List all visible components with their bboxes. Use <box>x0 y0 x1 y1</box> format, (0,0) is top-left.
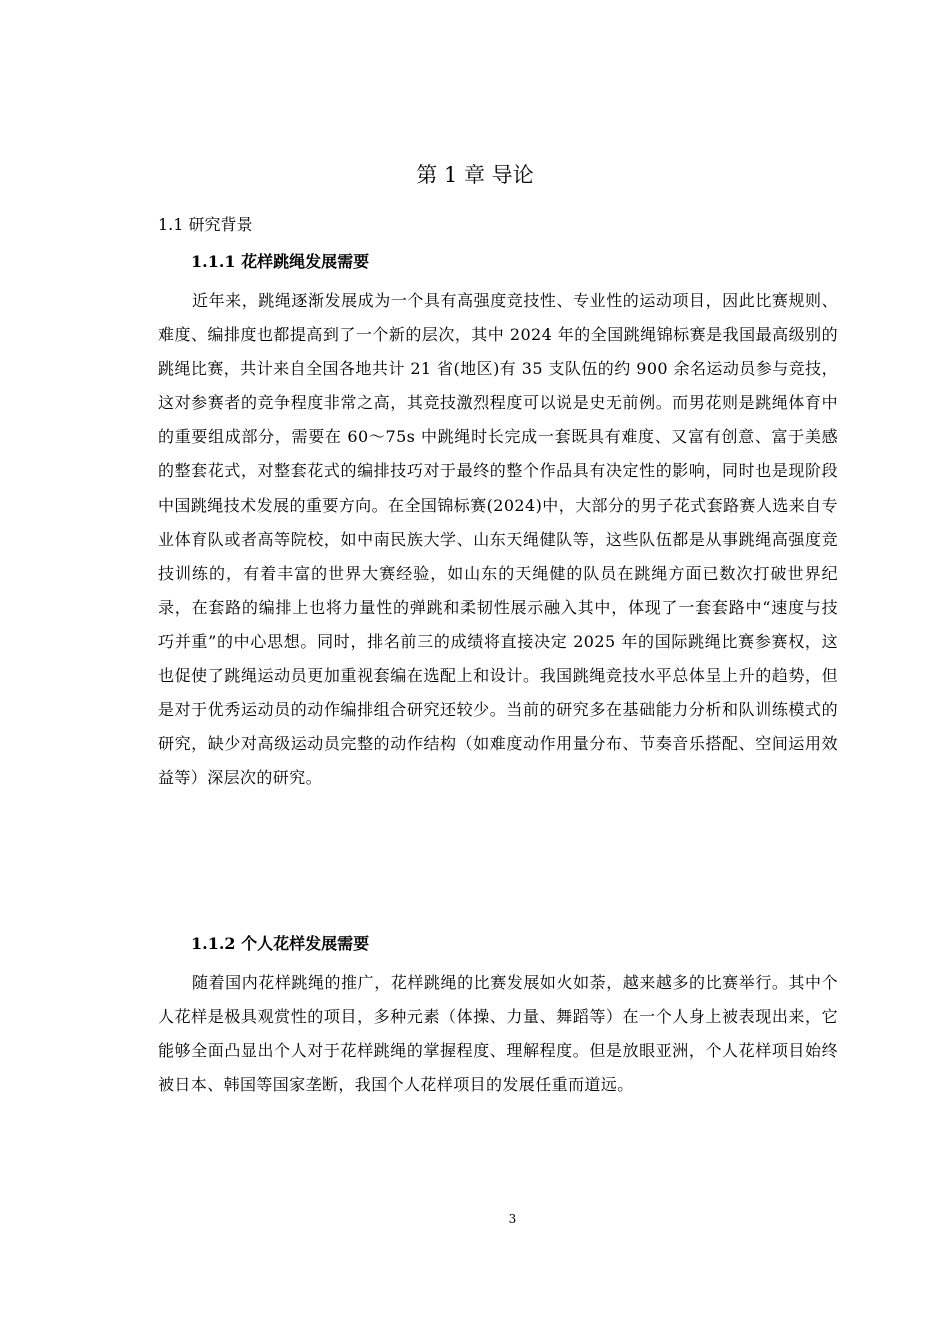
subsection-heading: 1.1.2 个人花样发展需要 <box>191 934 370 953</box>
subsection-heading: 1.1.1 花样跳绳发展需要 <box>191 252 370 271</box>
body-paragraph: 随着国内花样跳绳的推广，花样跳绳的比赛发展如火如荼，越来越多的比赛举行。其中个人花样是极具观赏性的项目，多种元素（体操、力量、舞蹈等）在一个人身上被表现出来，它能够全面凸显出个人对于花样跳绳的掌握程度、理解程度。但是放眼亚洲，个人花样项目始终被日本、韩国等国家垄断，我国个人花样项目的发展任重而道远。 <box>158 973 838 1095</box>
page-number: 3 <box>508 1212 517 1226</box>
chapter-title: 第 1 章 导论 <box>416 163 534 187</box>
body-paragraph: 近年来，跳绳逐渐发展成为一个具有高强度竞技性、专业性的运动项目，因此比赛规则、难度、编排度也都提高到了一个新的层次，其中 2024 年的全国跳绳锦标赛是我国最高级别的跳绳比赛，共计来自全国各地共计 21 省(地区)有 35 支队伍的约 900 余名运动员参与竞技，这对参赛者的竞争程度非常之高，其竞技激烈程度可以说是史无前例。而男花则是跳绳体育中的重要组成部分，需要在 60～75s 中跳绳时长完成一套既具有难度、又富有创意、富于美感的整套花式，对整套花式的编排技巧对于最终的整个作品具有决定性的影响，同时也是现阶段中国跳绳技术发展的重要方向。在全国锦标赛(2024)中，大部分的男子花式套路赛人选来自专业体育队或者高等院校，如中南民族大学、山东天绳健队等，这些队伍都是从事跳绳高强度竞技训练的，有着丰富的世界大赛经验，如山东的天绳健的队员在跳绳方面已数次打破世界纪录，在套路的编排上也将力量性的弹跳和柔韧性展示融入其中，体现了一套套路中“速度与技巧并重”的中心思想。同时，排名前三的成绩将直接决定 2025 年的国际跳绳比赛参赛权，这也促使了跳绳运动员更加重视套编在选配上和设计。我国跳绳竞技水平总体呈上升的趋势，但是对于优秀运动员的动作编排组合研究还较少。当前的研究多在基础能力分析和队训练模式的研究，缺少对高级运动员完整的动作结构（如难度动作用量分布、节奏音乐搭配、空间运用效益等）深层次的研究。 <box>158 291 838 788</box>
section-heading: 1.1 研究背景 <box>158 215 253 234</box>
